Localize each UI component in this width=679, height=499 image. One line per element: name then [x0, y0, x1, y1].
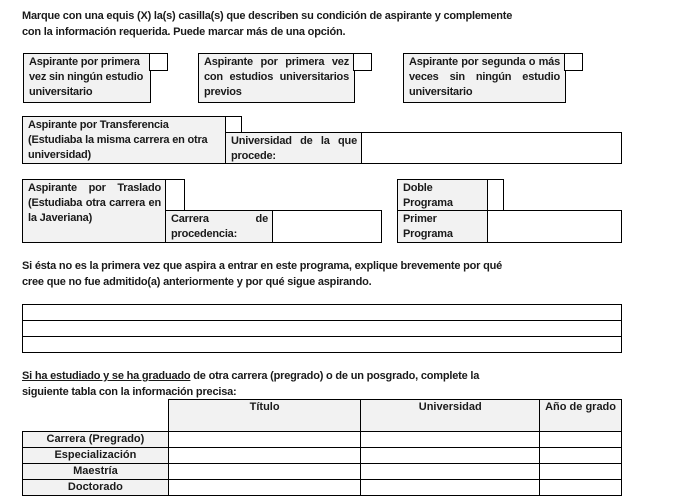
especializacion-universidad-cell[interactable] [361, 448, 540, 464]
answer-line-3[interactable] [22, 336, 622, 353]
question-graduated-line-2: siguiente tabla con la información precisa: [22, 386, 237, 398]
question-previous-attempt [22, 258, 502, 290]
doctorado-titulo-cell[interactable] [168, 480, 361, 496]
answer-line-1[interactable] [22, 304, 622, 321]
row-label-especializacion: Especialización [23, 448, 169, 464]
question-graduated [22, 368, 479, 400]
intro-line-1: Marque con una equis (X) la(s) casilla(s) que describen su condición de aspirante y complemente [22, 10, 513, 22]
pregrado-universidad-cell[interactable] [361, 432, 540, 448]
maestria-universidad-cell[interactable] [361, 464, 540, 480]
doble-programa-checkbox[interactable] [487, 179, 504, 212]
doble-programa-label: Doble Programa [397, 179, 489, 212]
question-previous-line-1: Si ésta no es la primera vez que aspira a entrar en este programa, explique brevemente por qué [22, 260, 503, 272]
table-corner [23, 400, 169, 432]
carrera-procedencia-input[interactable] [272, 210, 382, 243]
intro-text [22, 8, 512, 40]
option-transferencia-label: Aspirante por Transferencia (Estudiaba la misma carrera en otra universidad) [22, 116, 227, 164]
option-primera-sin-estudios-label: Aspirante por primera vez sin ningún estudio universitario [23, 53, 151, 103]
table-row [23, 432, 622, 448]
table-row [23, 480, 622, 496]
option-traslado-checkbox[interactable] [165, 179, 185, 212]
row-label-pregrado: Carrera (Pregrado) [23, 432, 169, 448]
intro-line-2: con la información requerida. Puede marcar más de una opción. [22, 26, 346, 38]
option-traslado-label: Aspirante por Traslado (Estudiaba otra carrera en la Javeriana) [22, 179, 167, 243]
table-row [23, 448, 622, 464]
especializacion-ano-cell[interactable] [540, 448, 622, 464]
option-segunda-vez-label: Aspirante por segunda o más veces sin ningún estudio universitario [403, 53, 566, 103]
row-label-doctorado: Doctorado [23, 480, 169, 496]
carrera-procedencia-label: Carrera de procedencia: [165, 210, 274, 243]
table-header-row [23, 400, 622, 432]
pregrado-ano-cell[interactable] [540, 432, 622, 448]
option-primera-con-estudios-label: Aspirante por primera vez con estudios universitarios previos [198, 53, 355, 103]
header-ano-grado: Año de grado [540, 400, 622, 432]
question-previous-line-2: cree que no fue admitido(a) anteriormente y por qué sigue aspirando. [22, 276, 372, 288]
doctorado-universidad-cell[interactable] [361, 480, 540, 496]
option-primera-con-estudios-checkbox[interactable] [353, 53, 372, 71]
primer-programa-input[interactable] [487, 210, 622, 243]
universidad-procede-input[interactable] [361, 132, 622, 164]
primer-programa-label: Primer Programa [397, 210, 489, 243]
table-row [23, 464, 622, 480]
header-universidad: Universidad [361, 400, 540, 432]
option-primera-sin-estudios-checkbox[interactable] [149, 53, 168, 71]
row-label-maestria: Maestría [23, 464, 169, 480]
question-graduated-rest: de otra carrera (pregrado) o de un posgrado, complete la [190, 370, 480, 382]
maestria-titulo-cell[interactable] [168, 464, 361, 480]
graduation-table [22, 399, 622, 496]
header-titulo: Título [168, 400, 361, 432]
maestria-ano-cell[interactable] [540, 464, 622, 480]
doctorado-ano-cell[interactable] [540, 480, 622, 496]
pregrado-titulo-cell[interactable] [168, 432, 361, 448]
especializacion-titulo-cell[interactable] [168, 448, 361, 464]
universidad-procede-label: Universidad de la que procede: [225, 132, 363, 164]
answer-line-2[interactable] [22, 320, 622, 337]
option-segunda-vez-checkbox[interactable] [564, 53, 583, 71]
question-graduated-underlined: Si ha estudiado y se ha graduado [22, 370, 191, 382]
